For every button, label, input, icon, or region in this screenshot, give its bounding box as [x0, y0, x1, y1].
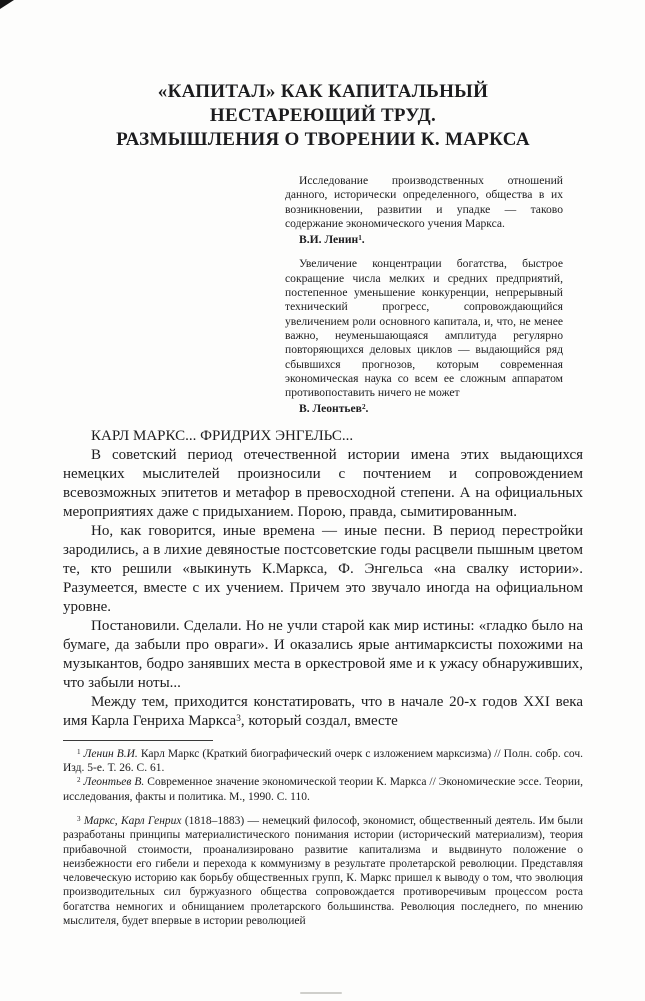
scan-artifact-corner	[0, 0, 14, 9]
text-run: Карл Маркс (Краткий биографический очерк с изложением марксизма) // Полн. собр. соч. Изд. 5-е. Т. 26. С. 61.	[63, 747, 583, 775]
footnote-ref: 2	[361, 403, 366, 412]
text-run: Постановили. Сделали. Но не учли старой как мир истины: «гладко было на бумаге, да забыли про овраги». И оказались ярые антимарксисты похожими на музыкантов, бодро занявших места в оркестровой яме и к ужасу обнаруживших, что забыли ноты...	[63, 617, 583, 691]
text-run: КАРЛ МАРКС... ФРИДРИХ ЭНГЕЛЬС...	[91, 427, 354, 444]
footnotes	[63, 747, 583, 929]
epigraph	[285, 257, 563, 416]
body-paragraph	[63, 617, 583, 693]
body-text	[63, 427, 583, 731]
text-run: .	[361, 233, 365, 247]
footnote-ref: 1	[77, 747, 81, 756]
text-run: Но, как говорится, иные времена — иные песни. В период перестройки зародились, а в лихие девяностые постсоветские годы расцвели пышным цветом те, кто решили «выкинуть К.Маркса, Ф. Энгельса «на свалку истории». Разумеется, вместе с их учением. Причем это звучало иногда на официальном уровне.	[63, 522, 583, 615]
epigraph-text: Увеличение концентрации богатства, быстрое сокращение числа мелких и средних предприятий, постепенное уменьшение конкуренции, непрерывный технический прогресс, сопровождающийся увеличением роли основного капитала, и, что, не менее важно, неуменьшающаяся амплитуда регулярно повторяющихся деловых циклов — выдающийся ряд сбывшихся прогнозов, которым современная экономическая наука со всем ее сложным аппаратом противопоставить ничего не может	[285, 257, 563, 400]
text-run: Ленин В.И.	[80, 747, 138, 760]
text-run: Современное значение экономической теории К. Маркса // Экономические эссе. Теории, исследования, факты и политика. М., 1990. С. 110.	[63, 776, 584, 803]
text-run: Между тем, приходится констатировать, что в начале 20-х годов XXI века имя Карла Генриха Маркса	[63, 693, 583, 729]
page-title-line: РАЗМЫШЛЕНИЯ О ТВОРЕНИИ К. МАРКСА	[116, 129, 530, 150]
footnote-ref: 2	[77, 776, 81, 785]
page-title-line: НЕСТАРЕЮЩИЙ ТРУД.	[209, 105, 437, 126]
epigraph-text: Исследование производственных отношений данного, исторически определенного, общества в их возникновении, развитии и упадке — таково содержание экономического учения Маркса.	[285, 174, 563, 230]
footnote-ref: 1	[358, 233, 362, 242]
body-paragraph	[63, 522, 583, 617]
page-title	[63, 80, 583, 152]
footnote-separator	[63, 740, 213, 741]
text-run: (1818–1883) — немецкий философ, экономист, общественный деятель. Им были разработаны принципы материалистического понимания истории (исторический материализм), теория прибавочной стоимости, проанализировано развитие капитализма и выдвинуто положение о неизбежности его гибели и перехода к коммунизму в результате пролетарской революции. Представляя человеческую историю как борьбу общественных групп, К. Маркс пришел к выводу о том, что эволюция производительных сил буржуазного общества сопровождается противоречивым процессом роста богатства немногих и обнищанием пролетарского большинства. Революция последнего, по мнению мыслителя, будет впервые в истории революцией	[63, 814, 583, 928]
footnote	[63, 775, 583, 804]
epigraph-author	[285, 233, 563, 247]
text-run: В советский период отечественной истории имена этих выдающихся немецких мыслителей произносили с почтением и сопровождением всевозможных эпитетов и метафор в превосходной степени. А на официальных мероприятиях даже с придыханием. Порою, правда, сымитированным.	[63, 446, 583, 520]
footnote	[63, 747, 583, 776]
text-run: Леонтьев В.	[80, 776, 145, 789]
text-run: Маркс, Карл Генрих	[80, 814, 182, 827]
text-run: В. Леонтьев	[299, 402, 362, 416]
footnote-ref: 3	[77, 814, 81, 823]
footnote-ref: 3	[236, 713, 241, 724]
epigraph	[285, 174, 563, 247]
text-run: В.И. Ленин	[299, 233, 359, 247]
body-paragraph	[63, 693, 583, 731]
body-paragraph	[63, 427, 583, 446]
text-run: , который создал, вместе	[240, 712, 398, 729]
text-run: .	[365, 402, 369, 416]
footnote	[63, 814, 583, 928]
page-title-line: «КАПИТАЛ» КАК КАПИТАЛЬНЫЙ	[157, 81, 489, 102]
epigraph-author	[285, 402, 563, 416]
body-paragraph	[63, 446, 583, 522]
scan-artifact-bottom	[300, 992, 342, 994]
epigraphs	[63, 174, 583, 417]
